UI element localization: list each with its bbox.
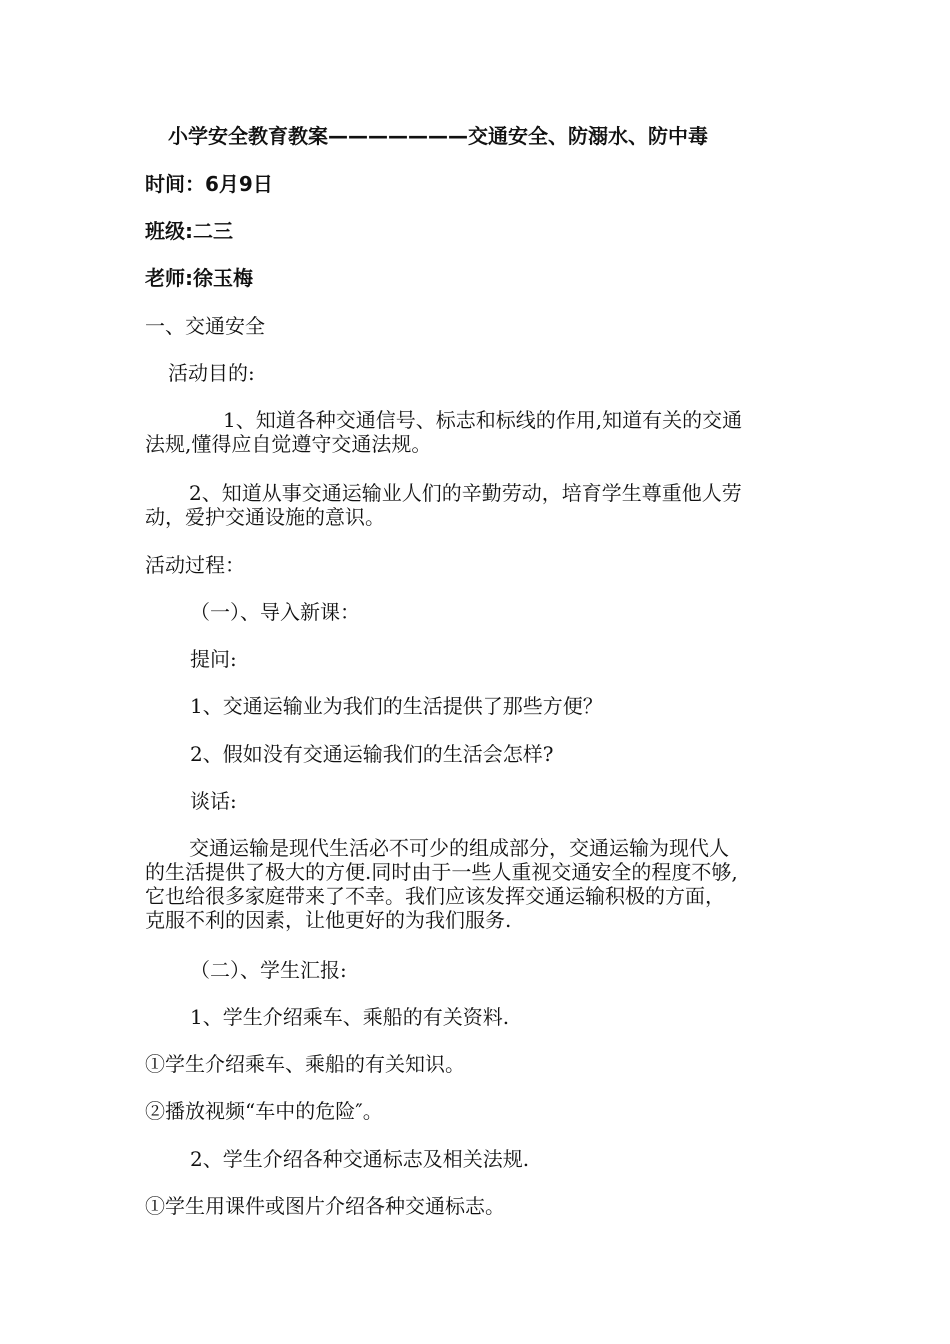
part-2-heading: （二）、学生汇报: <box>190 958 347 982</box>
report-1-item-a: ①学生介绍乘车、乘船的有关知识。 <box>145 1052 465 1076</box>
section-heading-traffic: 一、交通安全 <box>145 314 265 338</box>
part-1-heading: （一）、导入新课： <box>190 600 360 624</box>
process-label: 活动过程： <box>145 553 245 577</box>
report-2-item-a: ①学生用课件或图片介绍各种交通标志。 <box>145 1194 505 1218</box>
question-1: 1、交通运输业为我们的生活提供了那些方便？ <box>190 694 603 718</box>
goal-2-paragraph <box>145 481 815 529</box>
report-2: 2、学生介绍各种交通标志及相关法规. <box>190 1147 530 1171</box>
report-1: 1、学生介绍乘车、乘船的有关资料. <box>190 1005 510 1029</box>
goal-1-line-1: 1、知道各种交通信号、标志和标线的作用,知道有关的交通 <box>223 408 743 432</box>
talk-line-1: 交通运输是现代生活必不可少的组成部分，交通运输为现代人 <box>189 836 729 860</box>
class-line: 班级:二三 <box>145 219 233 243</box>
time-line: 时间：6月9日 <box>145 172 273 196</box>
report-1-item-b: ②播放视频“车中的危险″。 <box>145 1099 383 1123</box>
talk-line-3: 它也给很多家庭带来了不幸。我们应该发挥交通运输积极的方面， <box>145 884 725 908</box>
talk-label: 谈话: <box>190 789 237 813</box>
goal-2-line-1: 2、知道从事交通运输业人们的辛勤劳动，培育学生尊重他人劳 <box>189 481 742 505</box>
question-2: 2、假如没有交通运输我们的生活会怎样? <box>190 742 554 766</box>
talk-paragraph <box>145 836 815 932</box>
goal-label: 活动目的: <box>168 361 255 385</box>
question-label: 提问: <box>190 647 237 671</box>
document-title: 小学安全教育教案———————交通安全、防溺水、防中毒 <box>168 124 708 148</box>
talk-line-4: 克服不利的因素，让他更好的为我们服务. <box>145 908 512 932</box>
goal-1-line-2: 法规,懂得应自觉遵守交通法规。 <box>145 432 432 456</box>
goal-2-line-2: 动，爱护交通设施的意识。 <box>145 505 385 529</box>
goal-1-paragraph <box>145 408 815 456</box>
teacher-line: 老师:徐玉梅 <box>145 266 253 290</box>
talk-line-2: 的生活提供了极大的方便.同时由于一些人重视交通安全的程度不够, <box>145 860 738 884</box>
